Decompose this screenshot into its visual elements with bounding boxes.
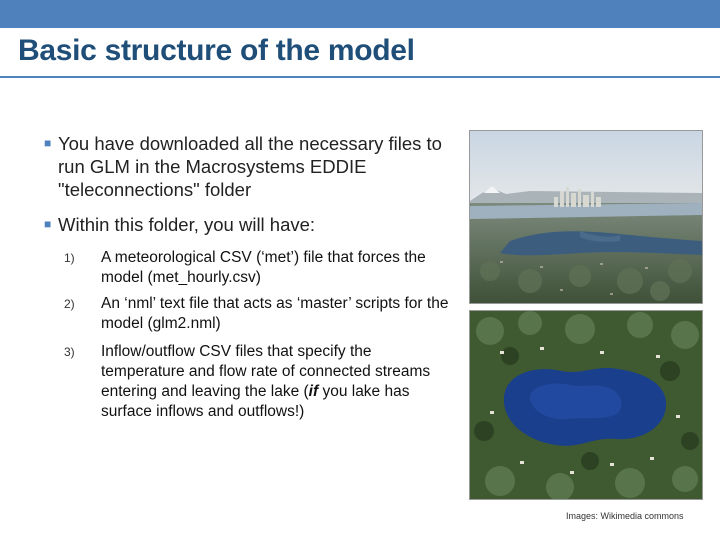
- square-bullet-icon: ■: [44, 217, 52, 231]
- item-number: 2): [64, 297, 75, 311]
- square-bullet-icon: ■: [44, 136, 52, 150]
- image-credit: Images: Wikimedia commons: [566, 511, 684, 521]
- header-bar: [0, 0, 720, 28]
- title-divider: [0, 76, 720, 78]
- item-number: 3): [64, 345, 75, 359]
- bullet-text: You have downloaded all the necessary files to run GLM in the Macrosystems EDDIE "teleconnections" folder: [58, 133, 442, 200]
- emphasis-if: if: [308, 383, 319, 400]
- aerial-city-lake-photo: [469, 130, 703, 304]
- item-text: A meteorological CSV (‘met’) file that forces the model (met_hourly.csv): [101, 249, 426, 286]
- bullet-text: Within this folder, you will have:: [58, 214, 316, 235]
- item-text: [101, 342, 451, 422]
- item-text: An ‘nml’ text file that acts as ‘master’ scripts for the model (glm2.nml): [101, 295, 449, 332]
- forest-lake-photo: [469, 310, 703, 500]
- item-text-start: Inflow/outflow CSV files that specify the temperature and flow rate of connected streams entering and leaving the lake (: [101, 343, 431, 400]
- slide-title: Basic structure of the model: [18, 34, 415, 67]
- item-number: 1): [64, 251, 75, 265]
- item-text-end: you lake has surface inflows and outflows!): [101, 383, 410, 420]
